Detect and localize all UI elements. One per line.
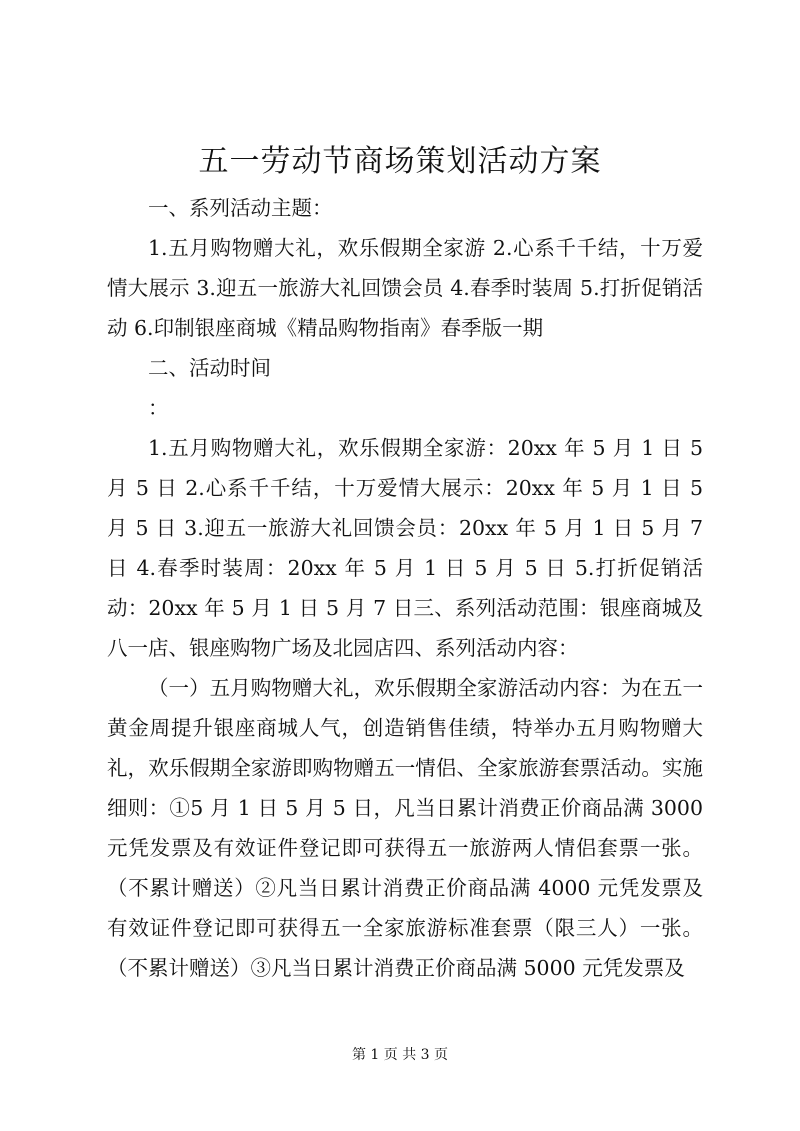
page-indicator: 第 1 页 共 3 页 (351, 1047, 449, 1063)
paragraph-activity-details: （一）五月购物赠大礼，欢乐假期全家游活动内容：为在五一黄金周提升银座商城人气，创造销售佳绩，特举办五月购物赠大礼，欢乐假期全家游即购物赠五一情侣、全家旅游套票活动。实施细则：①5 月 1 日 5 月 5 日，凡当日累计消费正价商品满 3000 元凭发票及有效证件登记即可获得五一旅游两人情侣套票一张。（不累计赠送）②凡当日累计消费正价商品满 4000 元凭发票及有效证件登记即可获得五一全家旅游标准套票（限三人）一张。（不累计赠送）③凡当日累计消费正价商品满 5000 元凭发票及 (107, 676, 703, 980)
section-heading-themes: 一、系列活动主题： (148, 196, 333, 220)
document-title: 五一劳动节商场策划活动方案 (198, 144, 602, 179)
section-heading-time: 二、活动时间 (148, 356, 271, 380)
paragraph-colon: ： (148, 396, 169, 420)
document-body (107, 188, 703, 988)
paragraph-schedule: 1.五月购物赠大礼，欢乐假期全家游：20xx 年 5 月 1 日 5 月 5 日 2.心系千千结，十万爱情大展示：20xx 年 5 月 1 日 5 月 5 日 3.迎五一旅游大礼回馈会员：20xx 年 5 月 1 日 5 月 7 日 4.春季时装周：20xx 年 5 月 1 日 5 月 5 日 5.打折促销活动：20xx 年 5 月 1 日 5 月 7 日三、系列活动范围：银座商城及八一店、银座购物广场及北园店四、系列活动内容： (107, 436, 703, 660)
paragraph-theme-list: 1.五月购物赠大礼，欢乐假期全家游 2.心系千千结，十万爱情大展示 3.迎五一旅游大礼回馈会员 4.春季时装周 5.打折促销活动 6.印制银座商城《精品购物指南》春季版一期 (107, 236, 703, 340)
